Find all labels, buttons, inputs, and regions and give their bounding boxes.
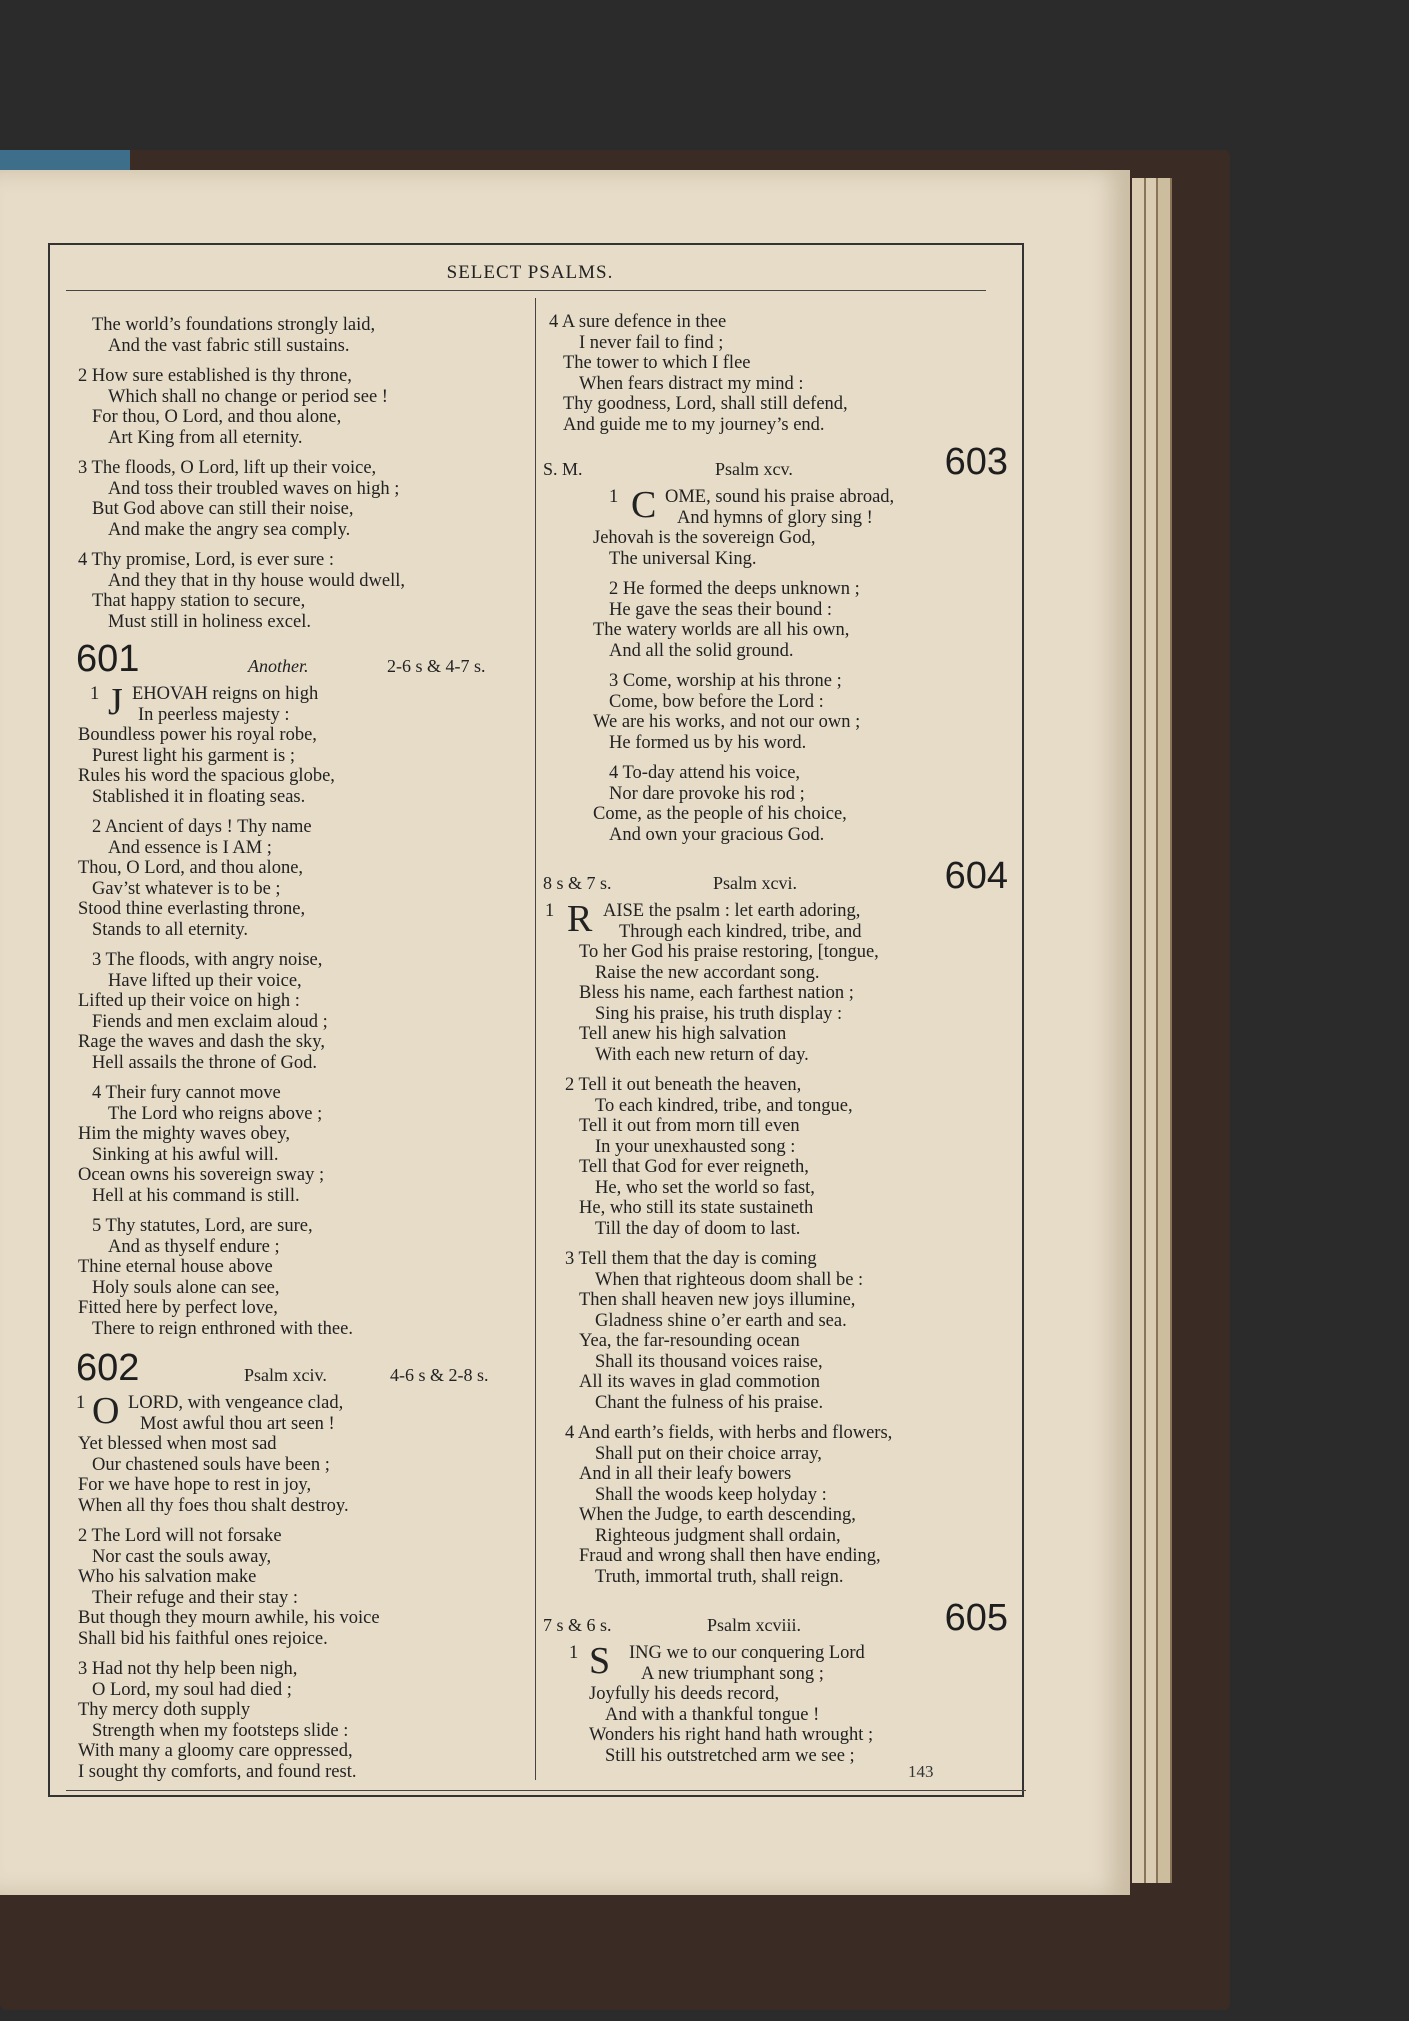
- verse-line: With many a gloomy care oppressed,: [78, 1741, 353, 1761]
- left-column: [72, 315, 532, 1782]
- verse-line: 2 Ancient of days ! Thy name: [92, 817, 312, 837]
- verse-line: Till the day of doom to last.: [595, 1218, 801, 1239]
- verse-line: But God above can still their noise,: [92, 499, 354, 519]
- verse-line: 4 A sure defence in thee: [549, 312, 727, 332]
- verse-line: He formed us by his word.: [609, 732, 807, 753]
- verse-line: And guide me to my journey’s end.: [563, 414, 825, 435]
- hymn-verses: [543, 528, 1008, 845]
- hymn-number: 601: [76, 638, 140, 680]
- verse-line: Tell anew his high salvation: [579, 1024, 787, 1044]
- verse-line: There to reign enthroned with thee.: [92, 1318, 353, 1339]
- verse-line: Thou, O Lord, and thou alone,: [78, 858, 304, 878]
- verse-line: LORD, with vengeance clad,: [128, 1393, 344, 1413]
- verse-line: Tell that God for ever reigneth,: [579, 1157, 809, 1177]
- verse-line: 2 The Lord will not forsake: [78, 1526, 282, 1546]
- verse-line: Strength when my footsteps slide :: [92, 1720, 349, 1741]
- hymn-meter: 2-6 s & 4-7 s.: [387, 655, 486, 676]
- verse-line: Art King from all eternity.: [108, 427, 303, 448]
- drop-cap: S: [589, 1640, 611, 1682]
- stanza-gap: [72, 940, 532, 950]
- verse-line: We are his works, and not our own ;: [593, 712, 861, 732]
- verse-line: Raise the new accordant song.: [595, 962, 820, 983]
- verse-line: The watery worlds are all his own,: [593, 620, 850, 640]
- verse-line: 3 Had not thy help been nigh,: [78, 1659, 298, 1679]
- verse-line: Sinking at his awful will.: [92, 1144, 279, 1165]
- verse-number: 1: [609, 487, 619, 507]
- hymn-source: Psalm xcv.: [715, 458, 793, 479]
- verse-line: He gave the seas their bound :: [609, 599, 832, 620]
- verse-line: And essence is I AM ;: [108, 837, 272, 858]
- stanza-gap: [72, 1649, 532, 1659]
- stanza-gap: [72, 1073, 532, 1083]
- drop-cap: O: [92, 1390, 120, 1432]
- verse-line: Fitted here by perfect love,: [78, 1298, 278, 1318]
- verse-line: Their refuge and their stay :: [92, 1587, 298, 1608]
- verse-line: Hell at his command is still.: [92, 1185, 300, 1206]
- verse-line: Through each kindred, tribe, and: [619, 921, 862, 942]
- verse-line: Purest light his garment is ;: [92, 745, 295, 766]
- verse-line: 3 The floods, O Lord, lift up their voice,: [78, 458, 377, 478]
- running-head: SELECT PSALMS.: [446, 262, 614, 283]
- verse-line: And with a thankful tongue !: [605, 1704, 820, 1725]
- verse-line: 3 Come, worship at his throne ;: [609, 671, 842, 691]
- hymn-verses: [72, 1434, 532, 1782]
- verse-line: Who his salvation make: [78, 1567, 257, 1587]
- verse-line: Sing his praise, his truth display :: [595, 1003, 843, 1024]
- first-verse-opening: [543, 484, 1008, 528]
- stanza-gap: [72, 356, 532, 366]
- verse-line: The Lord who reigns above ;: [108, 1103, 323, 1124]
- verse-line: Then shall heaven new joys illumine,: [579, 1290, 856, 1310]
- verse-line: For thou, O Lord, and thou alone,: [92, 407, 342, 427]
- verse-line: In your unexhausted song :: [595, 1136, 796, 1157]
- hymn-heading: [72, 1347, 532, 1387]
- verse-line: Truth, immortal truth, shall reign.: [595, 1566, 844, 1587]
- stanza-gap: [573, 661, 1008, 671]
- hymn-meter: 4-6 s & 2-8 s.: [390, 1364, 489, 1385]
- verse-line: When fears distract my mind :: [579, 373, 804, 394]
- verse-line: But though they mourn awhile, his voice: [78, 1608, 380, 1628]
- stanza-gap: [573, 569, 1008, 579]
- verse-line: And toss their troubled waves on high ;: [108, 478, 400, 499]
- verse-line: 3 The floods, with angry noise,: [92, 950, 323, 970]
- verse-line: 4 And earth’s fields, with herbs and flowers,: [565, 1423, 893, 1443]
- drop-cap: R: [567, 898, 593, 940]
- stanza-gap: [72, 540, 532, 550]
- verse-line: When the Judge, to earth descending,: [579, 1505, 856, 1525]
- verse-line: The tower to which I flee: [563, 353, 751, 373]
- verse-line: And hymns of glory sing !: [677, 507, 873, 528]
- verse-line: Ocean owns his sovereign sway ;: [78, 1165, 325, 1185]
- verse-line: Gladness shine o’er earth and sea.: [595, 1310, 847, 1331]
- verse-line: ING we to our conquering Lord: [629, 1643, 865, 1663]
- verse-line: A new triumphant song ;: [641, 1663, 824, 1684]
- verse-line: That happy station to secure,: [92, 591, 306, 611]
- verse-line: All its waves in glad commotion: [579, 1372, 820, 1392]
- verse-line: And in all their leafy bowers: [579, 1464, 792, 1484]
- hymn-verses: [72, 725, 532, 1339]
- verse-line: Most awful thou art seen !: [140, 1413, 335, 1434]
- verse-line: 2 Tell it out beneath the heaven,: [565, 1075, 802, 1095]
- verse-line: Fiends and men exclaim aloud ;: [92, 1011, 328, 1032]
- stanza-gap: [559, 1065, 1008, 1075]
- verse-line: 2 How sure established is thy throne,: [78, 366, 352, 386]
- verse-line: And as thyself endure ;: [108, 1236, 280, 1257]
- continuation-stanzas: [72, 315, 532, 632]
- drop-cap: C: [631, 484, 657, 526]
- verse-line: Stands to all eternity.: [92, 919, 249, 940]
- first-verse-opening: [72, 681, 532, 725]
- header-rule: [66, 290, 986, 291]
- hymn-number: 602: [76, 1347, 140, 1389]
- verse-line: I never fail to find ;: [579, 332, 724, 353]
- stanza-gap: [72, 448, 532, 458]
- verse-line: Fraud and wrong shall then have ending,: [579, 1546, 881, 1566]
- verse-number: 1: [90, 684, 100, 704]
- hymn-meter: 7 s & 6 s.: [543, 1614, 612, 1635]
- verse-line: And all the solid ground.: [609, 640, 794, 661]
- first-verse-opening: [543, 898, 1008, 942]
- first-verse-opening: [543, 1640, 1008, 1684]
- hymn-source: Another.: [248, 655, 309, 676]
- verse-line: Rules his word the spacious globe,: [78, 766, 335, 786]
- verse-line: When that righteous doom shall be :: [595, 1269, 864, 1290]
- verse-line: Holy souls alone can see,: [92, 1277, 280, 1298]
- hymn-number: 605: [944, 1597, 1008, 1639]
- verse-line: With each new return of day.: [595, 1044, 809, 1065]
- verse-line: Hell assails the throne of God.: [92, 1052, 318, 1073]
- verse-line: 4 To-day attend his voice,: [609, 763, 801, 783]
- verse-line: EHOVAH reigns on high: [132, 684, 319, 704]
- page-edge: [1132, 178, 1146, 1883]
- hymn-meter: S. M.: [543, 458, 583, 479]
- verse-line: The world’s foundations strongly laid,: [92, 315, 376, 335]
- verse-line: Him the mighty waves obey,: [78, 1124, 291, 1144]
- hymn-verses: [543, 942, 1008, 1587]
- hymn-source: Psalm xcvi.: [713, 872, 797, 893]
- verse-line: Thy mercy doth supply: [78, 1700, 251, 1720]
- verse-line: Tell it out from morn till even: [579, 1116, 800, 1136]
- hymn-heading: [543, 1597, 1008, 1637]
- page-edge: [1158, 178, 1172, 1883]
- hymn-source: Psalm xcviii.: [707, 1614, 801, 1635]
- stanza-gap: [559, 1413, 1008, 1423]
- verse-line: Which shall no change or period see !: [108, 386, 388, 407]
- verse-line: 4 Their fury cannot move: [92, 1083, 281, 1103]
- verse-line: AISE the psalm : let earth adoring,: [603, 901, 861, 921]
- hymn-meter: 8 s & 7 s.: [543, 872, 612, 893]
- continuation-stanzas: [543, 312, 1008, 435]
- verse-line: Nor dare provoke his rod ;: [609, 783, 805, 804]
- verse-line: 4 Thy promise, Lord, is ever sure :: [78, 550, 335, 570]
- verse-line: Wonders his right hand hath wrought ;: [589, 1725, 874, 1745]
- verse-line: In peerless majesty :: [138, 704, 290, 725]
- verse-line: Come, as the people of his choice,: [593, 804, 847, 824]
- hymn-heading: [72, 638, 532, 678]
- verse-line: Boundless power his royal robe,: [78, 725, 317, 745]
- hymn-number: 603: [944, 441, 1008, 483]
- verse-line: When all thy foes thou shalt destroy.: [78, 1495, 349, 1516]
- verse-line: The universal King.: [609, 548, 757, 569]
- verse-line: Shall put on their choice array,: [595, 1443, 822, 1464]
- verse-line: Yea, the far-resounding ocean: [579, 1331, 800, 1351]
- verse-line: O Lord, my soul had died ;: [92, 1679, 292, 1700]
- hymn-verses: [543, 1684, 1008, 1766]
- verse-line: Lifted up their voice on high :: [78, 991, 300, 1011]
- verse-line: He, who still its state sustaineth: [579, 1198, 814, 1218]
- verse-line: For we have hope to rest in joy,: [78, 1475, 312, 1495]
- verse-line: Jehovah is the sovereign God,: [593, 528, 816, 548]
- stanza-gap: [72, 1516, 532, 1526]
- verse-line: Stood thine everlasting throne,: [78, 899, 306, 919]
- column-divider: [535, 298, 536, 1780]
- verse-line: Our chastened souls have been ;: [92, 1454, 330, 1475]
- verse-number: 1: [569, 1643, 579, 1663]
- first-verse-opening: [72, 1390, 532, 1434]
- stanza-gap: [573, 753, 1008, 763]
- hymn-source: Psalm xciv.: [244, 1364, 327, 1385]
- stanza-gap: [559, 1239, 1008, 1249]
- stanza-gap: [72, 807, 532, 817]
- verse-line: He, who set the world so fast,: [595, 1177, 815, 1198]
- verse-line: Shall its thousand voices raise,: [595, 1351, 823, 1372]
- verse-line: Gav’st whatever is to be ;: [92, 878, 281, 899]
- verse-number: 1: [545, 901, 555, 921]
- verse-line: 3 Tell them that the day is coming: [565, 1249, 817, 1269]
- footer-rule: [66, 1790, 1026, 1791]
- page-edge: [1146, 178, 1158, 1883]
- verse-line: Stablished it in floating seas.: [92, 786, 306, 807]
- verse-line: Thy goodness, Lord, shall still defend,: [563, 394, 848, 414]
- verse-line: Come, bow before the Lord :: [609, 691, 824, 712]
- verse-line: And they that in thy house would dwell,: [108, 570, 405, 591]
- verse-line: 2 He formed the deeps unknown ;: [609, 579, 860, 599]
- verse-line: Must still in holiness excel.: [108, 611, 311, 632]
- verse-line: 5 Thy statutes, Lord, are sure,: [92, 1216, 313, 1236]
- verse-line: Thine eternal house above: [78, 1257, 273, 1277]
- verse-line: To each kindred, tribe, and tongue,: [595, 1095, 853, 1116]
- verse-line: I sought thy comforts, and found rest.: [78, 1761, 357, 1782]
- page-number: 143: [908, 1762, 934, 1781]
- verse-line: Have lifted up their voice,: [108, 970, 302, 991]
- verse-number: 1: [76, 1393, 86, 1413]
- verse-line: Nor cast the souls away,: [92, 1546, 272, 1567]
- verse-line: And the vast fabric still sustains.: [108, 335, 350, 356]
- verse-line: Rage the waves and dash the sky,: [78, 1032, 325, 1052]
- verse-line: Still his outstretched arm we see ;: [605, 1745, 855, 1766]
- verse-line: To her God his praise restoring, [tongue,: [579, 942, 879, 962]
- verse-line: And own your gracious God.: [609, 824, 825, 845]
- drop-cap: J: [108, 681, 123, 723]
- verse-line: Bless his name, each farthest nation ;: [579, 983, 854, 1003]
- hymn-number: 604: [944, 855, 1008, 897]
- verse-line: Shall the woods keep holyday :: [595, 1484, 827, 1505]
- verse-line: Joyfully his deeds record,: [589, 1684, 780, 1704]
- verse-line: And make the angry sea comply.: [108, 519, 351, 540]
- verse-line: OME, sound his praise abroad,: [665, 487, 895, 507]
- hymn-heading: [543, 855, 1008, 895]
- verse-line: Yet blessed when most sad: [78, 1434, 277, 1454]
- verse-line: Chant the fulness of his praise.: [595, 1392, 824, 1413]
- hymn-heading: [543, 441, 1008, 481]
- verse-line: Shall bid his faithful ones rejoice.: [78, 1628, 328, 1649]
- stanza-gap: [72, 1206, 532, 1216]
- right-column: [543, 312, 1008, 1766]
- verse-line: Righteous judgment shall ordain,: [595, 1525, 841, 1546]
